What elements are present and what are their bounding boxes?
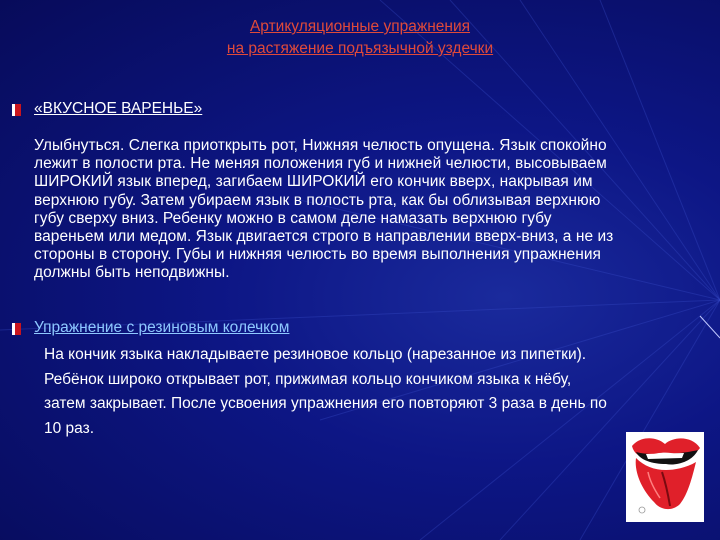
text-line: На кончик языка накладываете резиновое кольцо (нарезанное из пипетки). — [44, 346, 587, 363]
bullet-icon — [12, 104, 21, 116]
text-line: 10 раз. — [44, 419, 95, 437]
text-line: губу сверху вниз. Ребенку можно в самом деле намазать верхнюю губу — [34, 209, 552, 227]
exercise2-description — [44, 343, 714, 441]
text-line: должны быть неподвижны. — [34, 264, 230, 282]
title-line-2: на растяжение подъязычной уздечки — [226, 40, 494, 57]
tongue-lips-logo-image — [626, 432, 704, 522]
text-line: вареньем или медом. Язык двигается строго в направлении вверх-вниз, а не из — [34, 228, 614, 246]
text-line: лежит в полости рта. Не меняя положения губ и нижней челюсти, высовываем — [34, 155, 607, 173]
text-line: ШИРОКИЙ язык вперед, загибаем ШИРОКИЙ его кончик вверх, накрывая им — [34, 173, 593, 191]
text-line: затем закрывает. После усвоения упражнения его повторяют 3 раза в день по — [44, 395, 607, 412]
text-line: Улыбнуться. Слегка приоткрыть рот, Нижняя челюсть опущена. Язык спокойно — [34, 137, 607, 154]
text-line: Ребёнок широко открывает рот, прижимая кольцо кончиком языка к нёбу, — [44, 370, 572, 388]
slide-title — [120, 16, 600, 60]
exercise1-description — [34, 137, 710, 283]
title-line-1: Артикуляционные упражнения — [249, 18, 471, 35]
exercise2-heading: Упражнение с резиновым колечком — [34, 319, 290, 336]
text-line: стороны в сторону. Губы и нижняя челюсть во время выполнения упражнения — [34, 246, 601, 264]
text-line: верхнюю губу. Затем убираем язык в полость рта, как бы облизывая верхнюю — [34, 191, 601, 209]
exercise1-heading: «ВКУСНОЕ ВАРЕНЬЕ» — [34, 100, 203, 117]
bullet-icon — [12, 323, 21, 335]
tongue-lips-icon — [626, 432, 704, 522]
